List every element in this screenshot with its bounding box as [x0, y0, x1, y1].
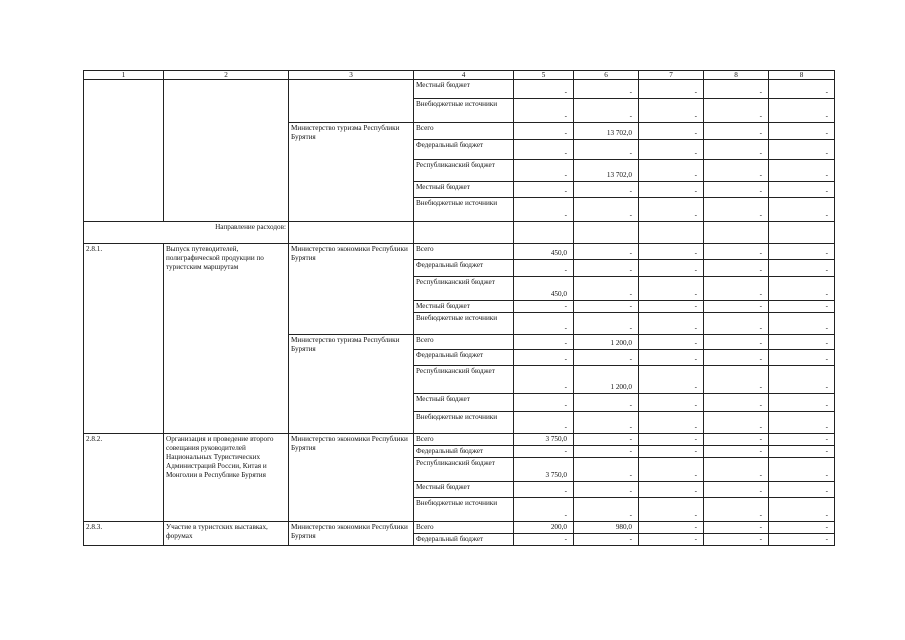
value-cell: -: [704, 313, 769, 335]
value-cell: -: [769, 99, 835, 123]
value-cell: -: [514, 313, 574, 335]
value-cell: -: [514, 99, 574, 123]
value-cell: -: [514, 301, 574, 313]
value-cell: -: [769, 458, 835, 482]
value-cell: -: [574, 394, 639, 412]
empty-cell: [514, 222, 574, 244]
value-cell: -: [704, 446, 769, 458]
header-cell: 8: [769, 71, 835, 80]
value-cell: -: [639, 335, 704, 350]
source-cell: Всего: [414, 335, 514, 350]
empty-cell: [704, 222, 769, 244]
value-cell: -: [574, 244, 639, 260]
source-cell: Всего: [414, 522, 514, 534]
value-cell: -: [639, 99, 704, 123]
value-cell: 450,0: [514, 244, 574, 260]
value-cell: -: [639, 198, 704, 222]
value-cell: -: [704, 458, 769, 482]
value-cell: -: [574, 277, 639, 301]
value-cell: -: [514, 394, 574, 412]
source-cell: Федеральный бюджет: [414, 446, 514, 458]
item-number-cell: 2.8.3.: [84, 522, 164, 546]
value-cell: -: [574, 482, 639, 498]
value-cell: -: [514, 498, 574, 522]
item-name-cell: Выпуск путеводителей, полиграфической продукции по туристским маршрутам: [164, 244, 289, 434]
value-cell: -: [514, 182, 574, 198]
value-cell: -: [704, 99, 769, 123]
org-cell: Министерство экономики Республики Бурятия: [289, 522, 414, 546]
value-cell: -: [639, 498, 704, 522]
value-cell: 13 702,0: [574, 160, 639, 182]
value-cell: -: [639, 458, 704, 482]
item-name-cell: [164, 80, 289, 222]
value-cell: -: [639, 301, 704, 313]
item-name-cell: Организация и проведение второго совещания руководителей Национальных Туристических Администраций России, Китая и Монголии в Республике Бурятия: [164, 434, 289, 522]
source-cell: Федеральный бюджет: [414, 140, 514, 160]
value-cell: -: [769, 313, 835, 335]
value-cell: -: [769, 434, 835, 446]
value-cell: -: [769, 301, 835, 313]
value-cell: -: [639, 522, 704, 534]
value-cell: -: [769, 160, 835, 182]
value-cell: -: [514, 260, 574, 277]
source-cell: Внебюджетные источники: [414, 412, 514, 434]
value-cell: -: [769, 244, 835, 260]
header-row: [84, 71, 835, 80]
value-cell: -: [769, 335, 835, 350]
value-cell: -: [639, 277, 704, 301]
value-cell: 1 200,0: [574, 335, 639, 350]
source-cell: Внебюджетные источники: [414, 198, 514, 222]
source-cell: Местный бюджет: [414, 80, 514, 99]
header-cell: 4: [414, 71, 514, 80]
value-cell: -: [574, 80, 639, 99]
source-cell: Республиканский бюджет: [414, 366, 514, 394]
source-cell: Внебюджетные источники: [414, 498, 514, 522]
value-cell: 450,0: [514, 277, 574, 301]
org-cell: [289, 80, 414, 123]
value-cell: -: [639, 313, 704, 335]
value-cell: -: [639, 434, 704, 446]
item-number-cell: 2.8.1.: [84, 244, 164, 434]
value-cell: -: [574, 301, 639, 313]
value-cell: -: [769, 366, 835, 394]
budget-table: [83, 70, 835, 546]
value-cell: -: [574, 182, 639, 198]
source-cell: Республиканский бюджет: [414, 160, 514, 182]
value-cell: -: [704, 80, 769, 99]
header-cell: 5: [514, 71, 574, 80]
value-cell: -: [769, 350, 835, 366]
source-cell: Внебюджетные источники: [414, 313, 514, 335]
header-cell: 1: [84, 71, 164, 80]
value-cell: 1 200,0: [574, 366, 639, 394]
value-cell: -: [769, 198, 835, 222]
value-cell: -: [769, 498, 835, 522]
value-cell: -: [574, 260, 639, 277]
value-cell: -: [704, 123, 769, 140]
value-cell: -: [769, 260, 835, 277]
table-row: [84, 434, 835, 446]
value-cell: -: [574, 434, 639, 446]
org-cell: Министерство туризма Республики Бурятия: [289, 335, 414, 434]
value-cell: -: [769, 80, 835, 99]
table-row: [84, 80, 835, 99]
value-cell: 200,0: [514, 522, 574, 534]
source-cell: Всего: [414, 434, 514, 446]
value-cell: -: [704, 335, 769, 350]
value-cell: -: [704, 534, 769, 546]
item-number-cell: [84, 80, 164, 222]
org-cell: Министерство туризма Республики Бурятия: [289, 123, 414, 222]
value-cell: -: [514, 366, 574, 394]
org-cell: Министерство экономики Республики Бурятия: [289, 434, 414, 522]
value-cell: -: [769, 394, 835, 412]
value-cell: -: [639, 412, 704, 434]
value-cell: -: [704, 522, 769, 534]
source-cell: Республиканский бюджет: [414, 277, 514, 301]
value-cell: -: [639, 80, 704, 99]
value-cell: -: [704, 394, 769, 412]
value-cell: -: [704, 434, 769, 446]
value-cell: -: [514, 350, 574, 366]
value-cell: -: [639, 182, 704, 198]
empty-cell: [574, 222, 639, 244]
source-cell: Местный бюджет: [414, 301, 514, 313]
value-cell: 980,0: [574, 522, 639, 534]
empty-cell: [769, 222, 835, 244]
table-row: [84, 244, 835, 260]
source-cell: Местный бюджет: [414, 182, 514, 198]
header-cell: 7: [639, 71, 704, 80]
source-cell: Республиканский бюджет: [414, 458, 514, 482]
value-cell: -: [769, 446, 835, 458]
direction-label: Направление расходов:: [84, 222, 289, 244]
value-cell: -: [704, 350, 769, 366]
header-cell: 6: [574, 71, 639, 80]
value-cell: -: [639, 160, 704, 182]
source-cell: Федеральный бюджет: [414, 260, 514, 277]
value-cell: -: [639, 394, 704, 412]
value-cell: -: [514, 140, 574, 160]
value-cell: -: [639, 140, 704, 160]
direction-row: [84, 222, 835, 244]
source-cell: Внебюджетные источники: [414, 99, 514, 123]
source-cell: Всего: [414, 244, 514, 260]
value-cell: -: [514, 482, 574, 498]
value-cell: -: [639, 366, 704, 394]
value-cell: -: [574, 198, 639, 222]
header-cell: 3: [289, 71, 414, 80]
empty-cell: [289, 222, 414, 244]
value-cell: 13 702,0: [574, 123, 639, 140]
value-cell: -: [514, 412, 574, 434]
value-cell: -: [639, 534, 704, 546]
value-cell: -: [574, 412, 639, 434]
value-cell: -: [574, 350, 639, 366]
value-cell: -: [769, 182, 835, 198]
item-number-cell: 2.8.2.: [84, 434, 164, 522]
value-cell: -: [769, 412, 835, 434]
value-cell: -: [639, 350, 704, 366]
source-cell: Местный бюджет: [414, 394, 514, 412]
value-cell: -: [514, 123, 574, 140]
value-cell: -: [704, 198, 769, 222]
value-cell: -: [639, 482, 704, 498]
value-cell: -: [769, 482, 835, 498]
header-cell: 8: [704, 71, 769, 80]
value-cell: -: [574, 99, 639, 123]
value-cell: -: [514, 534, 574, 546]
value-cell: -: [769, 534, 835, 546]
value-cell: -: [574, 140, 639, 160]
value-cell: -: [514, 80, 574, 99]
value-cell: -: [514, 335, 574, 350]
value-cell: -: [639, 123, 704, 140]
value-cell: -: [704, 182, 769, 198]
value-cell: -: [704, 498, 769, 522]
value-cell: -: [769, 522, 835, 534]
value-cell: -: [639, 244, 704, 260]
value-cell: -: [704, 260, 769, 277]
value-cell: -: [574, 534, 639, 546]
value-cell: 3 750,0: [514, 434, 574, 446]
source-cell: Федеральный бюджет: [414, 350, 514, 366]
value-cell: -: [639, 260, 704, 277]
value-cell: -: [704, 482, 769, 498]
source-cell: Всего: [414, 123, 514, 140]
value-cell: -: [769, 140, 835, 160]
value-cell: -: [704, 366, 769, 394]
empty-cell: [639, 222, 704, 244]
source-cell: Федеральный бюджет: [414, 534, 514, 546]
value-cell: -: [574, 313, 639, 335]
budget-table-page: [83, 70, 834, 546]
value-cell: -: [639, 446, 704, 458]
value-cell: -: [514, 446, 574, 458]
value-cell: -: [574, 498, 639, 522]
value-cell: -: [704, 301, 769, 313]
value-cell: -: [514, 160, 574, 182]
value-cell: -: [574, 446, 639, 458]
empty-cell: [414, 222, 514, 244]
value-cell: -: [704, 244, 769, 260]
value-cell: -: [704, 160, 769, 182]
header-cell: 2: [164, 71, 289, 80]
value-cell: -: [574, 458, 639, 482]
value-cell: -: [704, 277, 769, 301]
value-cell: 3 750,0: [514, 458, 574, 482]
value-cell: -: [769, 123, 835, 140]
value-cell: -: [704, 140, 769, 160]
value-cell: -: [769, 277, 835, 301]
value-cell: -: [704, 412, 769, 434]
table-row: [84, 522, 835, 534]
item-name-cell: Участие в туристских выставках, форумах: [164, 522, 289, 546]
value-cell: -: [514, 198, 574, 222]
source-cell: Местный бюджет: [414, 482, 514, 498]
org-cell: Министерство экономики Республики Бурятия: [289, 244, 414, 335]
